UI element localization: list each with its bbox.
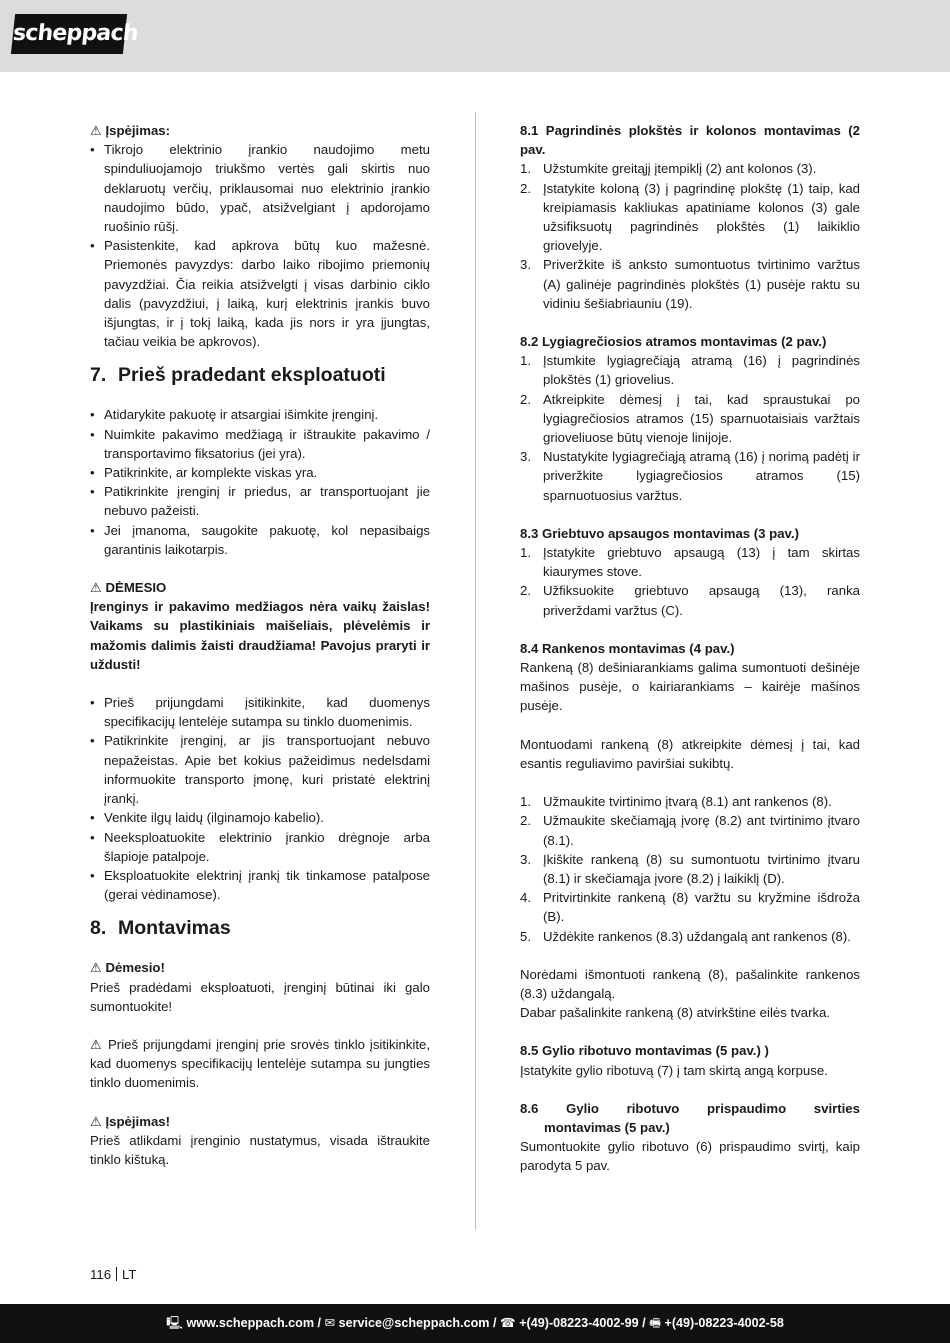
list-item: 1. Užmaukite tvirtinimo įtvarą (8.1) ant rankenos (8). (520, 794, 832, 810)
list-item: 4. Pritvirtinkite rankeną (8) varžtu su kryžmine išdroža (B). (520, 890, 860, 925)
checks-list (90, 693, 430, 904)
phone-icon: ☎ (500, 1316, 516, 1330)
section-8-5-heading: 8.5 Gylio ribotuvo montavimas (5 pav.) ) (520, 1043, 769, 1059)
section-7-heading: 7. Prieš pradedant eksploatuoti (90, 364, 386, 387)
list-item: • Venkite ilgų laidų (ilginamojo kabelio). (90, 808, 430, 827)
section-8-2-heading: 8.2 Lygiagrečiosios atramos montavimas (2 pav.) (520, 334, 827, 350)
section-8-4-intro: Rankeną (8) dešiniarankiams galima sumontuoti dešinėje mašinos pusėje, o kairiarankiams – kairėje mašinos pusėje. (520, 660, 860, 714)
section-8-3-heading: 8.3 Griebtuvo apsaugos montavimas (3 pav.) (520, 525, 799, 541)
list-item: 2. Užmaukite skečiamąją įvorę (8.2) ant tvirtinimo įtvaro (8.1). (520, 813, 860, 848)
section-8-6-heading: 8.6 Gylio ribotuvo prispaudimo svirties (520, 1100, 860, 1116)
list-item: 2. Įstatykite koloną (3) į pagrindinę plokštę (1) taip, kad kreipiamasis kakliukas apatiniame kolonos (3) gale užsifiksuotų pagrindinės plokštės (1) laikiklio griovelyje. (520, 180, 860, 254)
footer-phone: +(49)-08223-4002-99 / (519, 1316, 646, 1330)
list-item: • Pasistenkite, kad apkrova būtų kuo mažesnė. Priemonės pavyzdys: darbo laiko ribojimo priemonių pavyzdžiai. Čia reikia atsižvelgti į visas darbinio ciklo dalis (pavyzdžiui, į laiką, kurį elektrinis įrankis buvo išjungtas, ir į tokį laiką, kada jis nors ir yra įjungtas, tačiau veikia be apkrovos). (90, 236, 430, 351)
section-8-4-heading: 8.4 Rankenos montavimas (4 pav.) (520, 640, 735, 656)
attention-heading: ⚠ DĖMESIO (90, 580, 167, 596)
list-item: • Patikrinkite, ar komplekte viskas yra. (90, 463, 430, 482)
section-8-1-steps (520, 159, 860, 313)
warning-heading: ⚠ Įspėjimas: (90, 123, 171, 138)
list-item: 5. Uždėkite rankenos (8.3) uždangalą ant rankenos (8). (520, 928, 851, 944)
section-8-4-steps (520, 792, 860, 946)
right-column (520, 121, 860, 1176)
list-item: 1. Užstumkite greitąjį įtempiklį (2) ant kolonos (3). (520, 161, 817, 177)
section-8-6-heading-cont: montavimas (5 pav.) (544, 1119, 670, 1135)
list-item: • Jei įmanoma, saugokite pakuotę, kol nepasibaigs garantinis laikotarpis. (90, 521, 430, 559)
section-8-4-note: Montuodami rankeną (8) atkreipkite dėmesį į tai, kad esantis reguliavimo paviršiai sukibtų. (520, 736, 860, 771)
list-item: • Neeksploatuokite elektrinio įrankio drėgnoje arba šlapioje patalpoje. (90, 828, 430, 866)
page-number: 116 LT (90, 1267, 137, 1282)
mail-icon: ✉ (324, 1316, 336, 1330)
list-item: 2. Užfiksuokite griebtuvo apsaugą (13), ranka priverždami varžtus (C). (520, 583, 860, 618)
list-item: • Patikrinkite įrenginį, ar jis transportuojant nebuvo nepažeistas. Apie bet kokius pažeidimus nedelsdami informuokite transporto įmonę, kuri pristatė elektrinį įrankį. (90, 731, 430, 808)
attention2-heading: ⚠ Dėmesio! (90, 960, 165, 976)
section-8-3-steps (520, 543, 860, 620)
warning-list (90, 140, 430, 351)
page-header (0, 0, 950, 72)
section-8-5-text: Įstatykite gylio ribotuvą (7) į tam skirtą angą korpuse. (520, 1062, 828, 1078)
warning2-text: Prieš atlikdami įrenginio nustatymus, visada ištraukite tinklo kištuką. (90, 1132, 430, 1167)
list-item: 3. Priveržkite iš anksto sumontuotus tvirtinimo varžtus (A) galinėje pagrindinės plokštės (1) pusėje raktu su vidiniu šešiabriauniu (19). (520, 257, 860, 311)
list-item: 1. Įstumkite lygiagrečiąją atramą (16) į pagrindinės plokštės (1) griovelius. (520, 353, 860, 388)
section-8-6-text: Sumontuokite gylio ribotuvo (6) prispaudimo svirtį, kaip parodyta 5 pav. (520, 1139, 860, 1174)
list-item: 1. Įstatykite griebtuvo apsaugą (13) į tam skirtas kiaurymes stove. (520, 545, 860, 580)
section-8-4-reverse: Dabar pašalinkite rankeną (8) atvirkštine eilės tvarka. (520, 1005, 831, 1021)
column-divider (475, 112, 476, 1230)
warning-icon: ⚠ (90, 1113, 102, 1129)
list-item: 3. Nustatykite lygiagrečiąją atramą (16) į norimą padėtį ir priveržkite lygiagrečiosios atramos (15) sparnuotuosius varžtus. (520, 449, 860, 503)
page-separator (116, 1267, 117, 1281)
warning-icon: ⚠ (90, 123, 102, 138)
attention2-text: Prieš pradėdami eksploatuoti, įrenginį būtinai iki galo sumontuokite! (90, 979, 430, 1014)
list-item: • Prieš prijungdami įsitikinkite, kad duomenys specifikacijų lentelėje sutampa su tinklo duomenimis. (90, 693, 430, 731)
connect-note: ⚠ Prieš prijungdami įrenginį prie srovės tinklo įsitikinkite, kad duomenys specifikacijų lentelėje sutampa su jungties tinklo duomenimis. (90, 1036, 430, 1091)
list-item: • Eksploatuokite elektrinį įrankį tik tinkamose patalpose (gerai vėdinamose). (90, 866, 430, 904)
section-8-heading: 8. Montavimas (90, 917, 231, 940)
unpack-list (90, 405, 430, 559)
fax-icon: 🖷 (649, 1316, 661, 1330)
list-item: • Nuimkite pakavimo medžiagą ir ištraukite pakavimo / transportavimo fiksatorius (jei yra). (90, 425, 430, 463)
list-item: 3. Įkiškite rankeną (8) su sumontuotu tvirtinimo įtvaru (8.1) ir skečiamąja įvore (8.2) į laikiklį (D). (520, 851, 860, 886)
list-item: • Patikrinkite įrenginį ir priedus, ar transportuojant jie nebuvo pažeisti. (90, 482, 430, 520)
monitor-icon: 🖳 (166, 1316, 183, 1330)
page-footer (0, 1304, 950, 1343)
footer-website[interactable]: www.scheppach.com / (186, 1316, 322, 1330)
attention-text: Įrenginys ir pakavimo medžiagos nėra vaikų žaislas! Vaikams su plastikiniais maišeliais, plėvelėmis ir mažomis dalimis žaisti draudžiama! Pavojus praryti ir uždusti! (90, 599, 430, 672)
warning-icon: ⚠ (90, 960, 102, 976)
section-8-4-removal: Norėdami išmontuoti rankeną (8), pašalinkite rankenos (8.3) uždangalą. (520, 966, 860, 1001)
list-item: • Tikrojo elektrinio įrankio naudojimo metu spinduliuojamojo triukšmo vertės gali skirtis nuo deklaruotų verčių, priklausomai nuo elektrinio įrankio naudojimo būdo, ypač, atsižvelgiant į apdorojamo ruošinio rūšį. (90, 140, 430, 236)
section-8-2-steps (520, 351, 860, 505)
section-8-1-heading: 8.1 Pagrindinės plokštės ir kolonos montavimas (2 pav. (520, 123, 860, 158)
footer-email[interactable]: service@scheppach.com / (338, 1316, 497, 1330)
list-item: • Atidarykite pakuotę ir atsargiai išimkite įrenginį. (90, 405, 430, 424)
brand-logo: scheppach (11, 14, 127, 54)
footer-fax: +(49)-08223-4002-58 (664, 1316, 784, 1330)
list-item: 2. Atkreipkite dėmesį į tai, kad spraustukai po lygiagrečiosios atramos (15) sparnuotaisiais varžtais grioveliuose būtų vienoje linijoje. (520, 391, 860, 446)
warning2-heading: ⚠ Įspėjimas! (90, 1113, 171, 1129)
left-column (90, 121, 430, 1169)
warning-icon: ⚠ (90, 580, 102, 596)
warning-icon: ⚠ (90, 1036, 104, 1052)
